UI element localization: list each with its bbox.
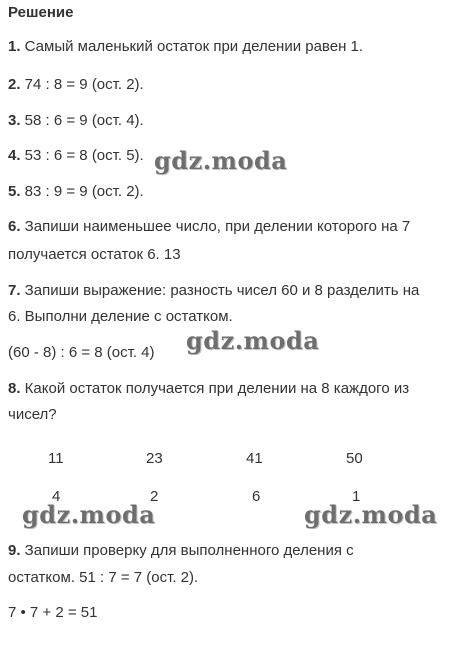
item-number: 6. bbox=[8, 218, 21, 235]
item-7 bbox=[8, 282, 419, 299]
table-remainder: 4 bbox=[52, 488, 61, 505]
item-number: 4. bbox=[8, 147, 21, 164]
table-remainder: 6 bbox=[252, 488, 261, 505]
item-text: 74 : 8 = 9 (ост. 2). bbox=[20, 76, 144, 93]
item-text: 53 : 6 = 8 (ост. 5). bbox=[20, 147, 144, 164]
item-text: Самый маленький остаток при делении равен 1. bbox=[20, 38, 364, 55]
item-8-line-2: чисел? bbox=[8, 406, 57, 423]
item-number: 9. bbox=[8, 542, 21, 559]
item-text: Какой остаток получается при делении на 8 каждого из bbox=[20, 380, 410, 397]
item-number: 5. bbox=[8, 183, 21, 200]
item-text: 58 : 6 = 9 (ост. 4). bbox=[20, 112, 144, 129]
item-number: 3. bbox=[8, 112, 21, 129]
table-number: 41 bbox=[246, 450, 263, 467]
item-9 bbox=[8, 542, 354, 559]
table-remainder: 2 bbox=[150, 488, 159, 505]
item-7-expression: (60 - 8) : 6 = 8 (ост. 4) bbox=[8, 344, 155, 361]
item-9-line-2: остатком. 51 : 7 = 7 (ост. 2). bbox=[8, 569, 199, 586]
table-number: 11 bbox=[48, 450, 64, 467]
item-number: 7. bbox=[8, 282, 21, 299]
item-6-line-2: получается остаток 6. 13 bbox=[8, 246, 181, 263]
item-number: 2. bbox=[8, 76, 21, 93]
item-6 bbox=[8, 218, 410, 235]
watermark: gdz.moda bbox=[304, 500, 438, 529]
item-7-line-2: 6. Выполни деление с остатком. bbox=[8, 308, 233, 325]
item-8 bbox=[8, 380, 409, 397]
item-4 bbox=[8, 147, 144, 164]
item-9-check: 7 • 7 + 2 = 51 bbox=[8, 604, 98, 621]
table-number: 50 bbox=[346, 450, 363, 467]
solution-title: Решение bbox=[8, 4, 74, 21]
item-number: 1. bbox=[8, 38, 21, 55]
watermark: gdz.moda bbox=[22, 500, 156, 529]
item-1 bbox=[8, 38, 363, 55]
item-text: Запиши выражение: разность чисел 60 и 8 разделить на bbox=[20, 282, 420, 299]
watermark: gdz.moda bbox=[154, 146, 288, 175]
item-text: 83 : 9 = 9 (ост. 2). bbox=[20, 183, 144, 200]
item-text: Запиши наименьшее число, при делении которого на 7 bbox=[20, 218, 411, 235]
watermark: gdz.moda bbox=[186, 326, 320, 355]
item-text: Запиши проверку для выполненного деления с bbox=[20, 542, 354, 559]
item-5 bbox=[8, 183, 144, 200]
item-2 bbox=[8, 76, 144, 93]
item-3 bbox=[8, 112, 144, 129]
item-number: 8. bbox=[8, 380, 21, 397]
table-remainder: 1 bbox=[352, 488, 361, 505]
table-number: 23 bbox=[146, 450, 163, 467]
